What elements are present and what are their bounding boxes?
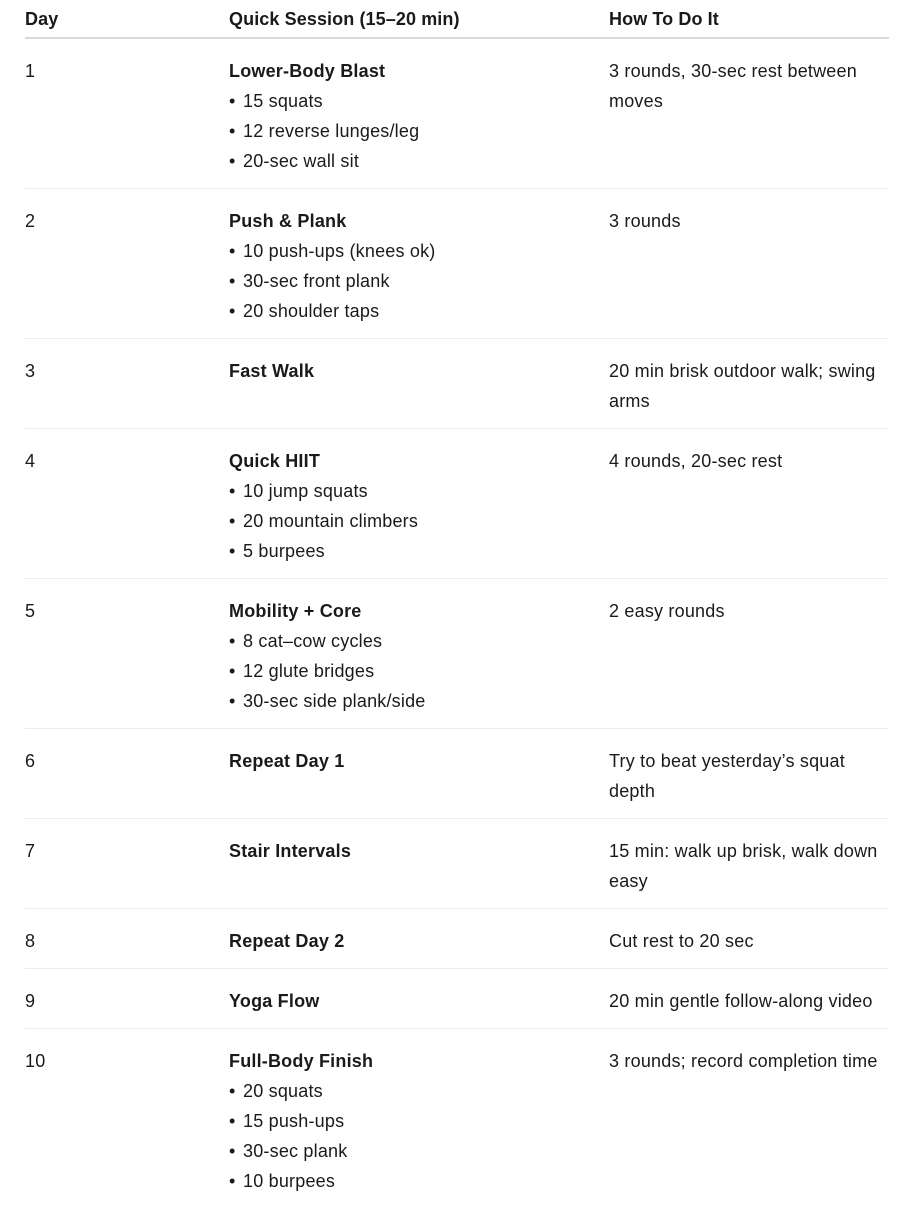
exercise-text: 12 glute bridges [243, 661, 374, 681]
table-row [25, 729, 889, 819]
table-header [25, 0, 889, 38]
exercise-item [229, 1166, 609, 1196]
exercise-text: 15 squats [243, 91, 323, 111]
session-cell [229, 729, 609, 819]
bullet-icon: • [229, 1076, 243, 1106]
table-row [25, 339, 889, 429]
day-number: 10 [25, 1029, 229, 1208]
column-header-how: How To Do It [609, 0, 889, 38]
column-header-session: Quick Session (15–20 min) [229, 0, 609, 38]
how-to-text: 3 rounds, 30-sec rest between moves [609, 38, 889, 189]
exercise-item [229, 236, 609, 266]
bullet-icon: • [229, 116, 243, 146]
how-to-text: 4 rounds, 20-sec rest [609, 429, 889, 579]
day-number: 8 [25, 909, 229, 969]
bullet-icon: • [229, 236, 243, 266]
workout-plan-table-container [25, 0, 889, 1208]
session-cell [229, 909, 609, 969]
session-title: Quick HIIT [229, 446, 609, 476]
bullet-icon: • [229, 626, 243, 656]
day-number: 4 [25, 429, 229, 579]
bullet-icon: • [229, 296, 243, 326]
exercise-text: 20 shoulder taps [243, 301, 379, 321]
exercise-item [229, 266, 609, 296]
exercise-item [229, 1106, 609, 1136]
how-to-text: Try to beat yesterday’s squat depth [609, 729, 889, 819]
how-to-text: 15 min: walk up brisk, walk down easy [609, 819, 889, 909]
exercise-item [229, 1076, 609, 1106]
bullet-icon: • [229, 536, 243, 566]
day-number: 2 [25, 189, 229, 339]
session-title: Repeat Day 2 [229, 926, 609, 956]
exercise-item [229, 146, 609, 176]
header-row [25, 0, 889, 38]
table-row [25, 189, 889, 339]
session-cell [229, 339, 609, 429]
day-number: 9 [25, 969, 229, 1029]
exercise-list [229, 86, 609, 176]
bullet-icon: • [229, 1136, 243, 1166]
session-cell [229, 38, 609, 189]
exercise-text: 30-sec front plank [243, 271, 390, 291]
bullet-icon: • [229, 686, 243, 716]
session-title: Lower-Body Blast [229, 56, 609, 86]
exercise-text: 20 squats [243, 1081, 323, 1101]
exercise-item [229, 296, 609, 326]
exercise-item [229, 506, 609, 536]
table-row [25, 38, 889, 189]
session-cell [229, 819, 609, 909]
exercise-text: 10 burpees [243, 1171, 335, 1191]
session-title: Full-Body Finish [229, 1046, 609, 1076]
session-title: Yoga Flow [229, 986, 609, 1016]
exercise-text: 15 push-ups [243, 1111, 344, 1131]
table-row [25, 969, 889, 1029]
bullet-icon: • [229, 266, 243, 296]
table-row [25, 579, 889, 729]
bullet-icon: • [229, 506, 243, 536]
exercise-item [229, 536, 609, 566]
bullet-icon: • [229, 656, 243, 686]
day-number: 6 [25, 729, 229, 819]
session-title: Mobility + Core [229, 596, 609, 626]
session-title: Push & Plank [229, 206, 609, 236]
exercise-text: 10 jump squats [243, 481, 368, 501]
exercise-text: 30-sec plank [243, 1141, 347, 1161]
exercise-item [229, 86, 609, 116]
how-to-text: 20 min brisk outdoor walk; swing arms [609, 339, 889, 429]
exercise-item [229, 656, 609, 686]
session-cell [229, 189, 609, 339]
exercise-list [229, 236, 609, 326]
exercise-text: 8 cat–cow cycles [243, 631, 382, 651]
exercise-text: 5 burpees [243, 541, 325, 561]
session-title: Stair Intervals [229, 836, 609, 866]
exercise-list [229, 476, 609, 566]
day-number: 1 [25, 38, 229, 189]
session-cell [229, 969, 609, 1029]
exercise-item [229, 686, 609, 716]
how-to-text: 20 min gentle follow-along video [609, 969, 889, 1029]
workout-plan-table [25, 0, 889, 1208]
how-to-text: 3 rounds [609, 189, 889, 339]
exercise-list [229, 1076, 609, 1196]
day-number: 5 [25, 579, 229, 729]
exercise-item [229, 626, 609, 656]
table-row [25, 819, 889, 909]
session-title: Repeat Day 1 [229, 746, 609, 776]
session-cell [229, 1029, 609, 1208]
bullet-icon: • [229, 476, 243, 506]
column-header-day: Day [25, 0, 229, 38]
exercise-item [229, 476, 609, 506]
bullet-icon: • [229, 1106, 243, 1136]
table-row [25, 1029, 889, 1208]
exercise-text: 12 reverse lunges/leg [243, 121, 419, 141]
bullet-icon: • [229, 146, 243, 176]
exercise-text: 20-sec wall sit [243, 151, 359, 171]
bullet-icon: • [229, 1166, 243, 1196]
exercise-text: 20 mountain climbers [243, 511, 418, 531]
session-title: Fast Walk [229, 356, 609, 386]
session-cell [229, 579, 609, 729]
table-row [25, 909, 889, 969]
how-to-text: 3 rounds; record completion time [609, 1029, 889, 1208]
exercise-item [229, 1136, 609, 1166]
exercise-text: 10 push-ups (knees ok) [243, 241, 436, 261]
table-row [25, 429, 889, 579]
how-to-text: Cut rest to 20 sec [609, 909, 889, 969]
bullet-icon: • [229, 86, 243, 116]
table-body [25, 38, 889, 1208]
day-number: 3 [25, 339, 229, 429]
exercise-list [229, 626, 609, 716]
exercise-item [229, 116, 609, 146]
session-cell [229, 429, 609, 579]
how-to-text: 2 easy rounds [609, 579, 889, 729]
exercise-text: 30-sec side plank/side [243, 691, 426, 711]
day-number: 7 [25, 819, 229, 909]
